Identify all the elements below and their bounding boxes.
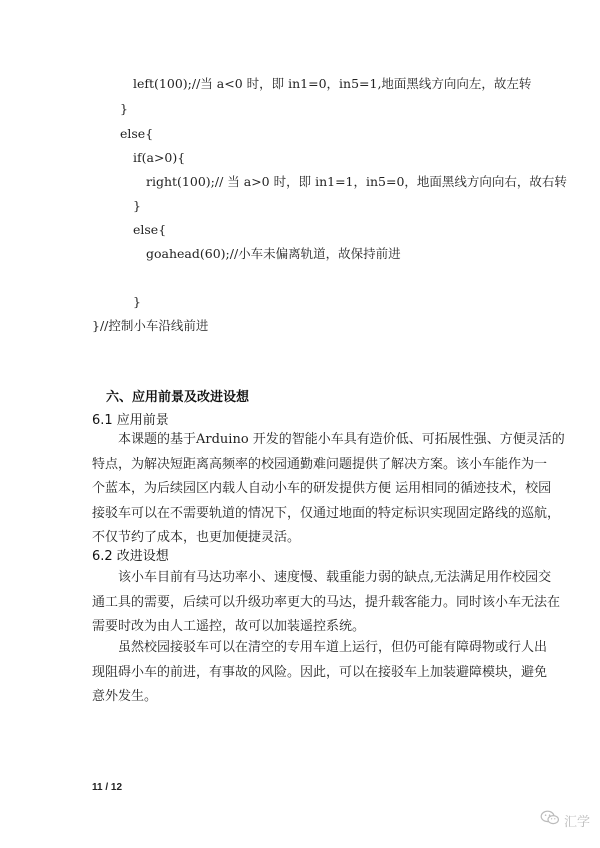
code-line-close-brace: } [120,101,128,116]
code-line-goahead: goahead(60);//小车未偏离轨道，故保持前进 [146,246,401,261]
paragraph-line: 虽然校园接驳车可以在清空的专用车道上运行，但仍可能有障碍物或行人出 [118,640,548,655]
code-line-final-comment: }//控制小车沿线前进 [92,318,209,333]
paragraph-line: 需要时改为由人工遥控，故可以加装遥控系统。 [92,619,366,634]
code-line-else-inner: else{ [133,222,167,237]
page-number: 11 / 12 [92,782,123,793]
watermark-text: 汇学 [563,814,590,830]
code-line-else: else{ [120,126,154,141]
paragraph-line: 通工具的需要，后续可以升级功率更大的马达，提升载客能力。同时该小车无法在 [92,594,561,610]
code-line-if: if(a>0){ [133,150,186,165]
section-title: 六、应用前景及改进设想 [106,390,250,405]
paragraph-line: 不仅节约了成本，也更加便捷灵活。 [92,530,301,545]
paragraph-line: 接驳车可以在不需要轨道的情况下，仅通过地面的特定标识实现固定路线的巡航， [92,505,561,521]
paragraph-improvement-2 [92,636,548,710]
paragraph-line: 本课题的基于Arduino 开发的智能小车具有造价低、可拓展性强、方便灵活的 [118,432,565,447]
code-line-close-brace-2: } [133,294,141,309]
paragraph-line: 该小车目前有马达功率小、速度慢、载重能力弱的缺点,无法满足用作校园交 [118,570,552,585]
code-line-close-brace-inner: } [133,198,141,213]
code-line-left: left(100);//当 a<0 时，即 in1=0，in5=1,地面黑线方向向左，故左转 [133,76,532,91]
code-line-right: right(100);// 当 a>0 时，即 in1=1，in5=0，地面黑线方向向右，故右转 [146,174,567,189]
watermark [540,810,590,830]
paragraph-improvement-1 [92,566,561,640]
paragraph-line: 现阻碍小车的前进，有事故的风险。因此，可以在接驳车上加装避障模块，避免 [92,664,548,680]
paragraph-line: 特点，为解决短距离高频率的校园通勤难问题提供了解决方案。该小车能作为一 [92,456,548,472]
paragraph-application [92,428,565,551]
wechat-icon [540,810,560,830]
paragraph-line: 意外发生。 [92,689,158,704]
subsection-title-improvement: 6.2 改进设想 [92,549,169,564]
paragraph-line: 个蓝本，为后续园区内载人自动小车的研发提供方便 运用相同的循迹技术，校园 [92,481,552,496]
subsection-title-application: 6.1 应用前景 [92,413,169,428]
